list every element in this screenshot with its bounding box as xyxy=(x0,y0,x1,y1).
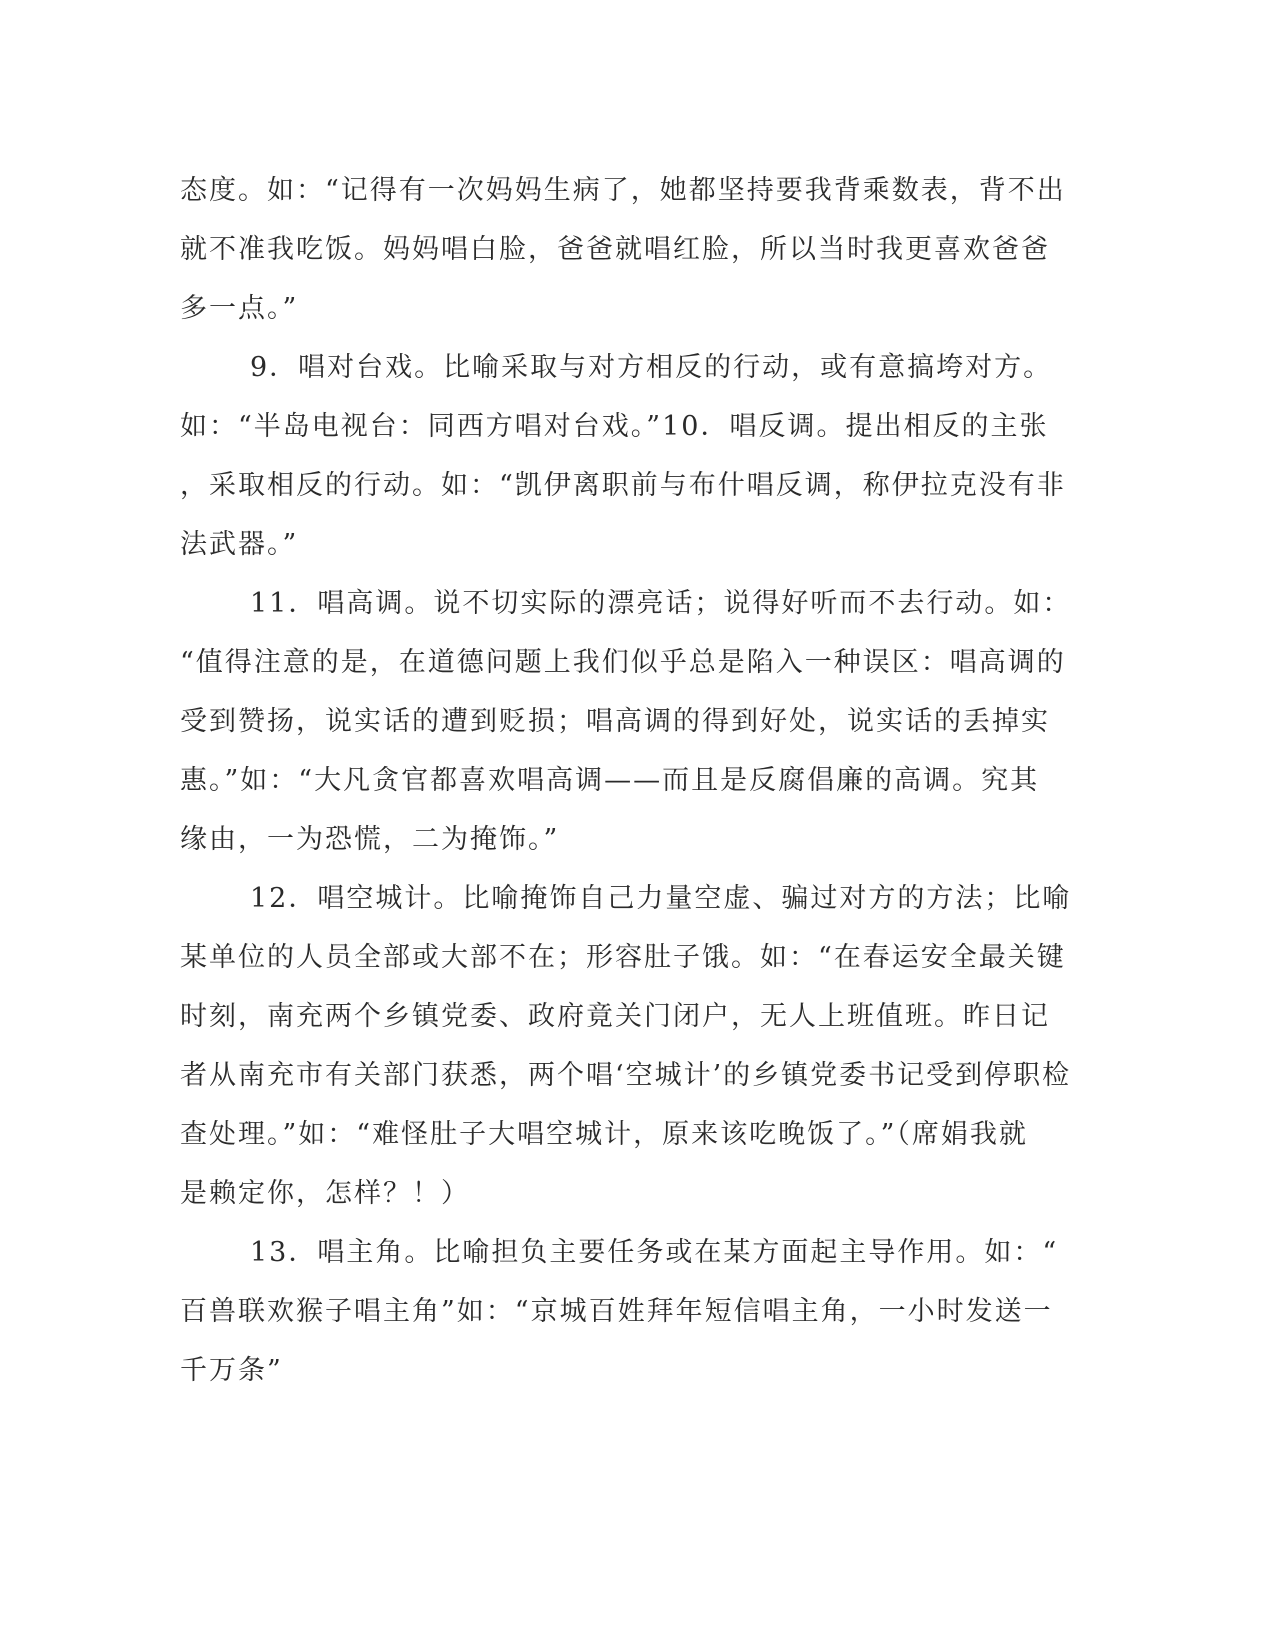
text-line: 如：“半岛电视台：同西方唱对台戏。”10．唱反调。提出相反的主张 xyxy=(180,411,1049,442)
paragraph-start-line: 13．唱主角。比喻担负主要任务或在某方面起主导作用。如：“ xyxy=(250,1237,1059,1268)
text-line: 就不准我吃饭。妈妈唱白脸，爸爸就唱红脸，所以当时我更喜欢爸爸 xyxy=(180,234,1050,265)
text-line: 时刻，南充两个乡镇党委、政府竟关门闭户，无人上班值班。昨日记 xyxy=(180,1001,1050,1032)
text-line: 缘由，一为恐慌，二为掩饰。” xyxy=(180,824,560,855)
text-line: 者从南充市有关部门获悉，两个唱‘空城计’的乡镇党委书记受到停职检 xyxy=(180,1060,1072,1091)
text-line: ，采取相反的行动。如：“凯伊离职前与布什唱反调，称伊拉克没有非 xyxy=(180,470,1066,501)
text-line: 查处理。”如：“难怪肚子大唱空城计，原来该吃晚饭了。”（席娟我就 xyxy=(180,1119,1028,1150)
text-line: 某单位的人员全部或大部不在；形容肚子饿。如：“在春运安全最关键 xyxy=(180,942,1066,973)
text-line: 法武器。” xyxy=(180,529,299,560)
paragraph-start-line: 12．唱空城计。比喻掩饰自己力量空虚、骗过对方的方法；比喻 xyxy=(250,883,1072,914)
text-line: 惠。”如：“大凡贪官都喜欢唱高调——而且是反腐倡廉的高调。究其 xyxy=(180,765,1040,796)
text-line: 百兽联欢猴子唱主角”如：“京城百姓拜年短信唱主角，一小时发送一 xyxy=(180,1296,1053,1327)
text-line: 多一点。” xyxy=(180,293,299,324)
text-line: 千万条” xyxy=(180,1355,283,1386)
paragraph-start-line: 11．唱高调。说不切实际的漂亮话；说得好听而不去行动。如： xyxy=(250,588,1072,619)
text-line: “值得注意的是，在道德问题上我们似乎总是陷入一种误区：唱高调的 xyxy=(180,647,1066,678)
paragraph-start-line: 9．唱对台戏。比喻采取与对方相反的行动，或有意搞垮对方。 xyxy=(250,352,1053,383)
text-line: 是赖定你，怎样？！） xyxy=(180,1178,470,1209)
text-line: 受到赞扬，说实话的遭到贬损；唱高调的得到好处，说实话的丢掉实 xyxy=(180,706,1050,737)
body-text xyxy=(180,161,1072,1400)
text-line: 态度。如：“记得有一次妈妈生病了，她都坚持要我背乘数表，背不出 xyxy=(180,175,1066,206)
